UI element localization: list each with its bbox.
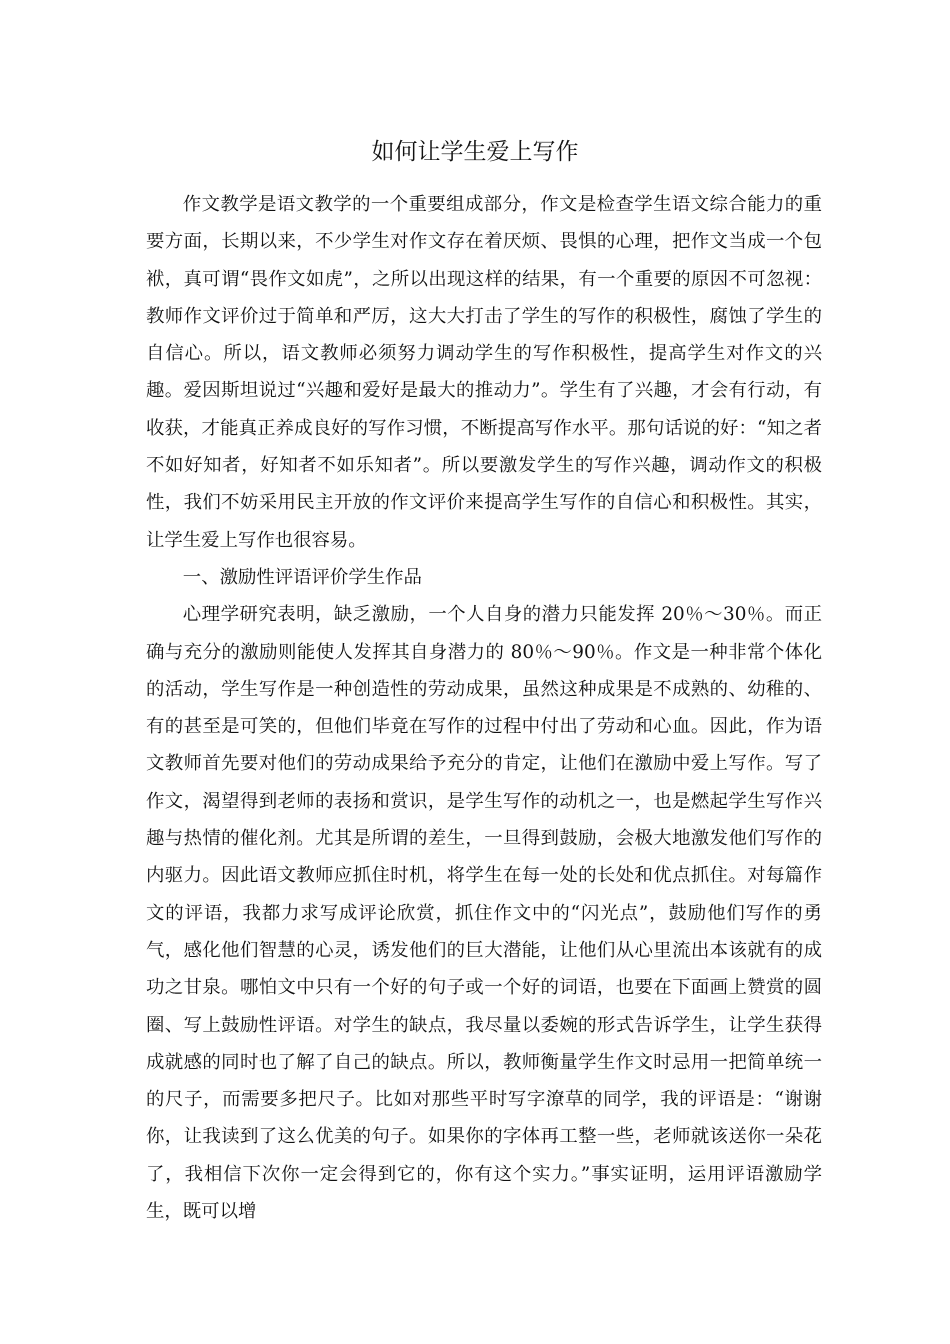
document-body: [146, 186, 822, 1230]
document-title: 如何让学生爱上写作: [371, 139, 579, 165]
intro-paragraph: 作文教学是语文教学的一个重要组成部分，作文是检查学生语文综合能力的重要方面，长期以来，不少学生对作文存在着厌烦、畏惧的心理，把作文当成一个包袱，真可谓“畏作文如虎”，之所以出现这样的结果，有一个重要的原因不可忽视：教师作文评价过于简单和严厉，这大大打击了学生的写作的积极性，腐蚀了学生的自信心。所以，语文教师必须努力调动学生的写作积极性，提高学生对作文的兴趣。爱因斯坦说过“兴趣和爱好是最大的推动力”。学生有了兴趣，才会有行动，有收获，才能真正养成良好的写作习惯，不断提高写作水平。那句话说的好：“知之者不如好知者，好知者不如乐知者”。所以要激发学生的写作兴趣，调动作文的积极性，我们不妨采用民主开放的作文评价来提高学生写作的自信心和积极性。其实，让学生爱上写作也很容易。: [146, 194, 822, 551]
section-heading: 一、激励性评语评价学生作品: [182, 566, 422, 588]
section-paragraph: 心理学研究表明，缺乏激励，一个人自身的潜力只能发挥 20％～30％。而正确与充分的激励则能使人发挥其自身潜力的 80％～90％。作文是一种非常个体化的活动，学生写作是一种创造性的劳动成果，虽然这种成果是不成熟的、幼稚的、有的甚至是可笑的，但他们毕竟在写作的过程中付出了劳动和心血。因此，作为语文教师首先要对他们的劳动成果给予充分的肯定，让他们在激励中爱上写作。写了作文，渴望得到老师的表扬和赏识，是学生写作的动机之一，也是燃起学生写作兴趣与热情的催化剂。尤其是所谓的差生，一旦得到鼓励，会极大地激发他们写作的内驱力。因此语文教师应抓住时机，将学生在每一处的长处和优点抓住。对每篇作文的评语，我都力求写成评论欣赏，抓住作文中的“闪光点”，鼓励他们写作的勇气，感化他们智慧的心灵，诱发他们的巨大潜能，让他们从心里流出本该就有的成功之甘泉。哪怕文中只有一个好的句子或一个好的词语，也要在下面画上赞赏的圆圈、写上鼓励性评语。对学生的缺点，我尽量以委婉的形式告诉学生，让学生获得成就感的同时也了解了自己的缺点。所以，教师衡量学生作文时忌用一把简单统一的尺子，而需要多把尺子。比如对那些平时写字潦草的同学，我的评语是：“谢谢你，让我读到了这么优美的句子。如果你的字体再工整一些，老师就该送你一朵花了，我相信下次你一定会得到它的，你有这个实力。”事实证明，运用评语激励学生，既可以增: [146, 604, 822, 1223]
